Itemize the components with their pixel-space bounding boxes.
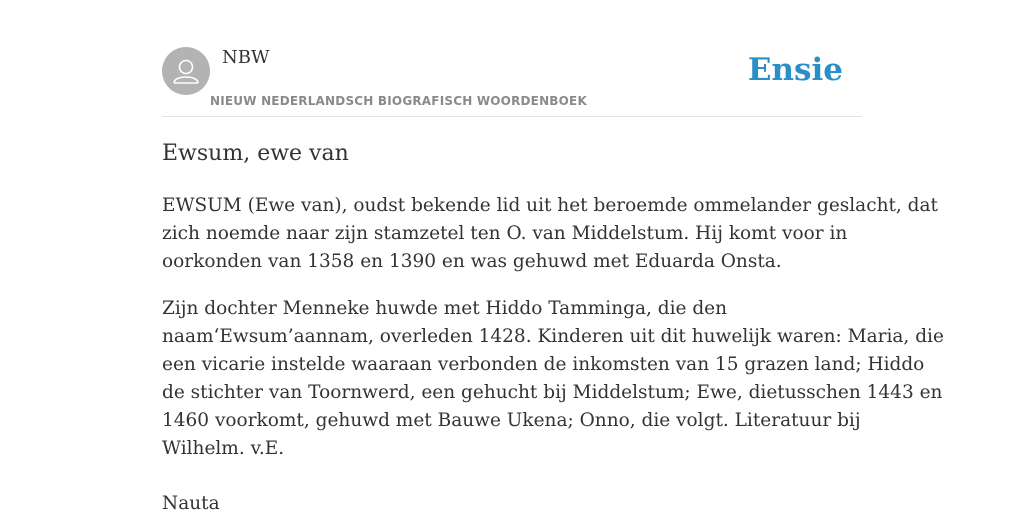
article-paragraph bbox=[162, 295, 944, 463]
article-body bbox=[162, 192, 944, 463]
source-subtitle: NIEUW NEDERLANDSCH BIOGRAFISCH WOORDENBOEK bbox=[210, 94, 587, 108]
article-paragraph bbox=[162, 192, 938, 276]
source-name[interactable]: NBW bbox=[222, 47, 270, 68]
paragraph-line: de stichter van Toornwerd, een gehucht bij Middelstum; Ewe, dietusschen 1443 en bbox=[162, 382, 943, 403]
user-icon bbox=[162, 47, 210, 95]
source-header bbox=[162, 46, 862, 117]
brand-logo[interactable]: Ensie bbox=[747, 52, 843, 88]
paragraph-line: EWSUM (Ewe van), oudst bekende lid uit het beroemde ommelander geslacht, dat bbox=[162, 195, 938, 216]
paragraph-line: zich noemde naar zijn stamzetel ten O. van Middelstum. Hij komt voor in bbox=[162, 223, 848, 244]
article-author: Nauta bbox=[162, 493, 220, 512]
article-title: Ewsum, ewe van bbox=[162, 141, 349, 166]
paragraph-line: oorkonden van 1358 en 1390 en was gehuwd met Eduarda Onsta. bbox=[162, 251, 782, 272]
paragraph-line: 1460 voorkomt, gehuwd met Bauwe Ukena; Onno, die volgt. Literatuur bij bbox=[162, 410, 861, 431]
paragraph-line: Zijn dochter Menneke huwde met Hiddo Tamminga, die den bbox=[162, 298, 728, 319]
paragraph-line: een vicarie instelde waaraan verbonden de inkomsten van 15 grazen land; Hiddo bbox=[162, 354, 925, 375]
paragraph-line: Wilhelm. v.E. bbox=[162, 438, 285, 459]
paragraph-line: naam‘Ewsum’aannam, overleden 1428. Kinderen uit dit huwelijk waren: Maria, die bbox=[162, 326, 944, 347]
